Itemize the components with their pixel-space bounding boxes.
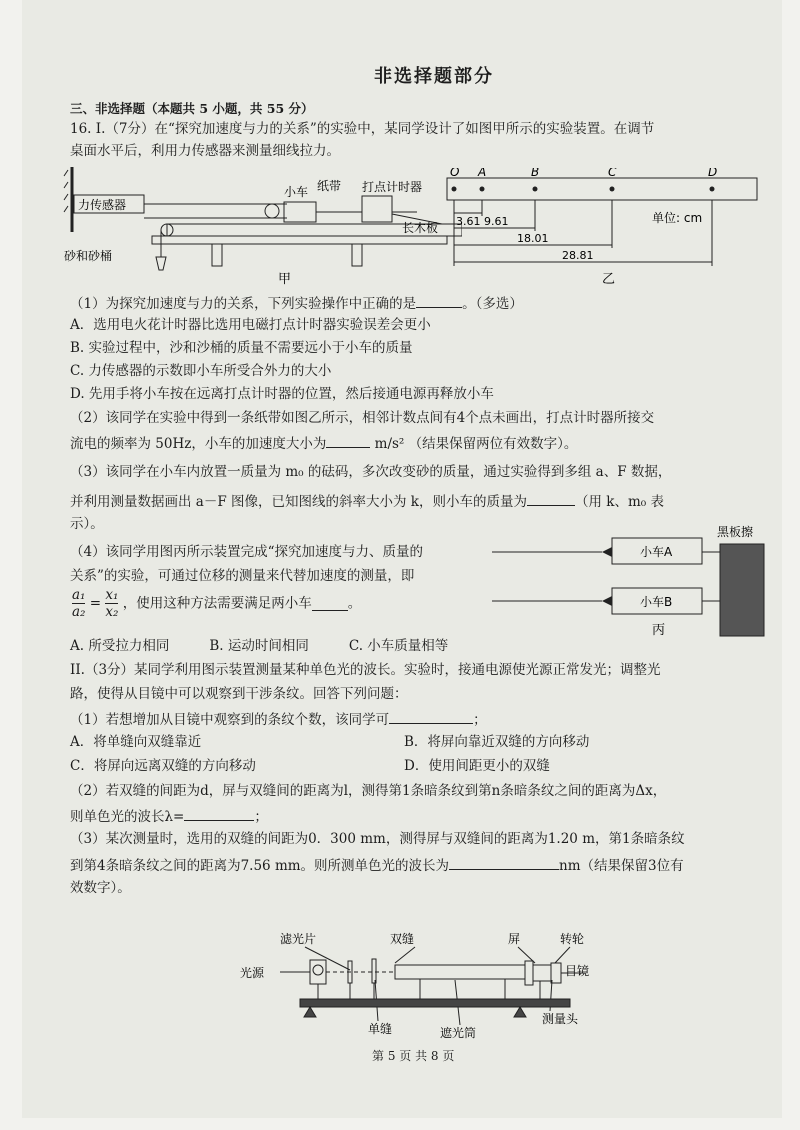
yi-point-b <box>533 187 538 192</box>
fig-wheel-label: 转轮 <box>560 932 585 946</box>
q16b-s1-option-a: A．将单缝向双缝靠近 <box>70 734 202 750</box>
yi-d3: 18.01 <box>517 232 549 245</box>
jia-timer-label: 打点计时器 <box>362 180 423 194</box>
q16-p1-option-c: C. 力传感器的示数即小车所受合外力的大小 <box>70 363 332 379</box>
yi-d2: 9.61 <box>484 215 509 228</box>
yi-caption: 乙 <box>602 272 616 287</box>
yi-point-label-b: B <box>531 168 540 179</box>
q16b-s1-option-d: D．使用间距更小的双缝 <box>404 758 550 774</box>
jia-bucket-label: 砂和砂桶 <box>64 249 113 263</box>
q16-p3-line1: （3）该同学在小车内放置一质量为 m₀ 的砝码，多次改变砂的质量，通过实验得到多组 a、F 数据， <box>70 464 672 480</box>
q16-p1-option-b: B. 实验过程中，沙和沙桶的质量不需要远小于小车的质量 <box>70 340 413 356</box>
fig-screen-label: 屏 <box>508 932 521 946</box>
jia-tape-label: 纸带 <box>317 179 342 193</box>
jia-board-label: 长木板 <box>402 221 439 235</box>
q16-intro-line2: 桌面水平后，利用力传感器来测量细线拉力。 <box>70 143 340 159</box>
figure-jia <box>62 162 462 287</box>
jia-cart-label: 小车 <box>284 185 309 199</box>
yi-point-c <box>610 187 615 192</box>
yi-point-label-a: A <box>478 168 487 179</box>
q16b-s2-line1: （2）若双缝的间距为d，屏与双缝间的距离为l，测得第1条暗条纹到第n条暗条纹之间的距离为Δx， <box>70 783 667 799</box>
jia-caption: 甲 <box>278 272 292 287</box>
fig-head-label: 测量头 <box>542 1012 579 1026</box>
page-footer: 第 5 页 共 8 页 <box>372 1049 455 1063</box>
q16b-intro-line2: 路，使得从目镜中可以观察到干涉条纹。回答下列问题： <box>70 686 408 702</box>
fraction-a: $\frac{\text{a₁}}{\text{a₂}}$ <box>72 587 86 620</box>
page-title: 非选择题部分 <box>374 66 494 87</box>
q16-intro-line1: 16. I.（7分）在“探究加速度与力的关系”的实验中，某同学设计了如图甲所示的实验装置。在调节 <box>70 121 655 137</box>
q16-p1: （1）为探究加速度与力的关系，下列实验操作中正确的是 。（多选） <box>70 293 523 313</box>
q16b-s1-option-c: C．将屏向远离双缝的方向移动 <box>70 758 256 774</box>
q16b-s3-line3: 效数字）。 <box>70 880 131 896</box>
jia-sensor-label: 力传感器 <box>78 198 127 212</box>
q16-p1-option-a: A．选用电火花计时器比选用电磁打点计时器实验误差会更小 <box>70 317 431 333</box>
figure-bing <box>492 520 782 640</box>
q16b-s1-option-b: B．将屏向靠近双缝的方向移动 <box>404 734 590 750</box>
q16-p4-options: A. 所受拉力相同 B. 运动时间相同 C. 小车质量相等 <box>70 638 449 654</box>
bing-cart-a: 小车A <box>640 545 673 559</box>
q16-p4-line1: （4）该同学用图丙所示装置完成“探究加速度与力、质量的 <box>70 544 423 560</box>
q16-p3-line3: 示）。 <box>70 516 104 532</box>
q16b-s3-line2: 到第4条暗条纹之间的距离为7.56 mm。则所测单色光的波长为 nm（结果保留3位有 <box>70 855 684 875</box>
yi-d4: 28.81 <box>562 249 594 262</box>
fig-double-slit-label: 双缝 <box>390 932 415 946</box>
fig-tube-label: 遮光筒 <box>440 1026 477 1040</box>
yi-point-label-o: O <box>450 168 460 179</box>
fig-source-label: 光源 <box>240 966 265 980</box>
fig-eyepiece-label: 目镜 <box>565 964 590 978</box>
figure-yi <box>442 168 772 288</box>
q16b-s1: （1）若想增加从目镜中观察到的条纹个数，该同学可 ； <box>70 709 487 729</box>
bing-cart-b: 小车B <box>640 595 673 609</box>
yi-point-a <box>480 187 485 192</box>
q16-p3-line2: 并利用测量数据画出 a－F 图像，已知图线的斜率大小为 k，则小车的质量为 （用 k、m₀ 表 <box>70 491 664 511</box>
q16-p4-line2: 关系”的实验，可通过位移的测量来代替加速度的测量，即 <box>70 568 415 584</box>
q16b-s2-line2: 则单色光的波长λ= ； <box>70 806 268 826</box>
q16b-s3-line1: （3）某次测量时，选用的双缝的间距为0．300 mm，测得屏与双缝间的距离为1.20 m，第1条暗条纹 <box>70 831 685 847</box>
yi-point-o <box>452 187 457 192</box>
yi-d1: 3.61 <box>456 215 481 228</box>
q16-p2-line1: （2）该同学在实验中得到一条纸带如图乙所示，相邻计数点间有4个点未画出，打点计时器所接交 <box>70 410 655 426</box>
q16-p4-line3: $\frac{\text{a₁}}{\text{a₂}}$ = $\frac{\text{x₁}}{\text{x₂}}$ ，使用这种方法需要满足两小车 。 <box>72 587 362 620</box>
section-heading: 三、非选择题（本题共 5 小题，共 55 分） <box>70 101 314 116</box>
fig-single-slit-label: 单缝 <box>368 1022 393 1036</box>
bing-eraser-label: 黑板擦 <box>717 525 754 539</box>
exam-page <box>22 0 782 1118</box>
yi-point-label-d: D <box>708 168 718 179</box>
q16-p1-option-d: D. 先用手将小车按在远离打点计时器的位置，然后接通电源再释放小车 <box>70 386 494 402</box>
fraction-x: $\frac{\text{x₁}}{\text{x₂}}$ <box>105 587 119 620</box>
yi-point-label-c: C <box>608 168 617 179</box>
q16-p2-line2: 流电的频率为 50Hz，小车的加速度大小为 m/s² （结果保留两位有效数字）。 <box>70 433 577 453</box>
fig-filter-label: 滤光片 <box>280 932 317 946</box>
bing-caption: 丙 <box>652 623 666 638</box>
yi-unit-label: 单位: cm <box>652 211 703 225</box>
figure-interference <box>230 925 600 1045</box>
yi-point-d <box>710 187 715 192</box>
q16b-intro-line1: II.（3分）某同学利用图示装置测量某种单色光的波长。实验时，接通电源使光源正常发光；调整光 <box>70 662 661 678</box>
